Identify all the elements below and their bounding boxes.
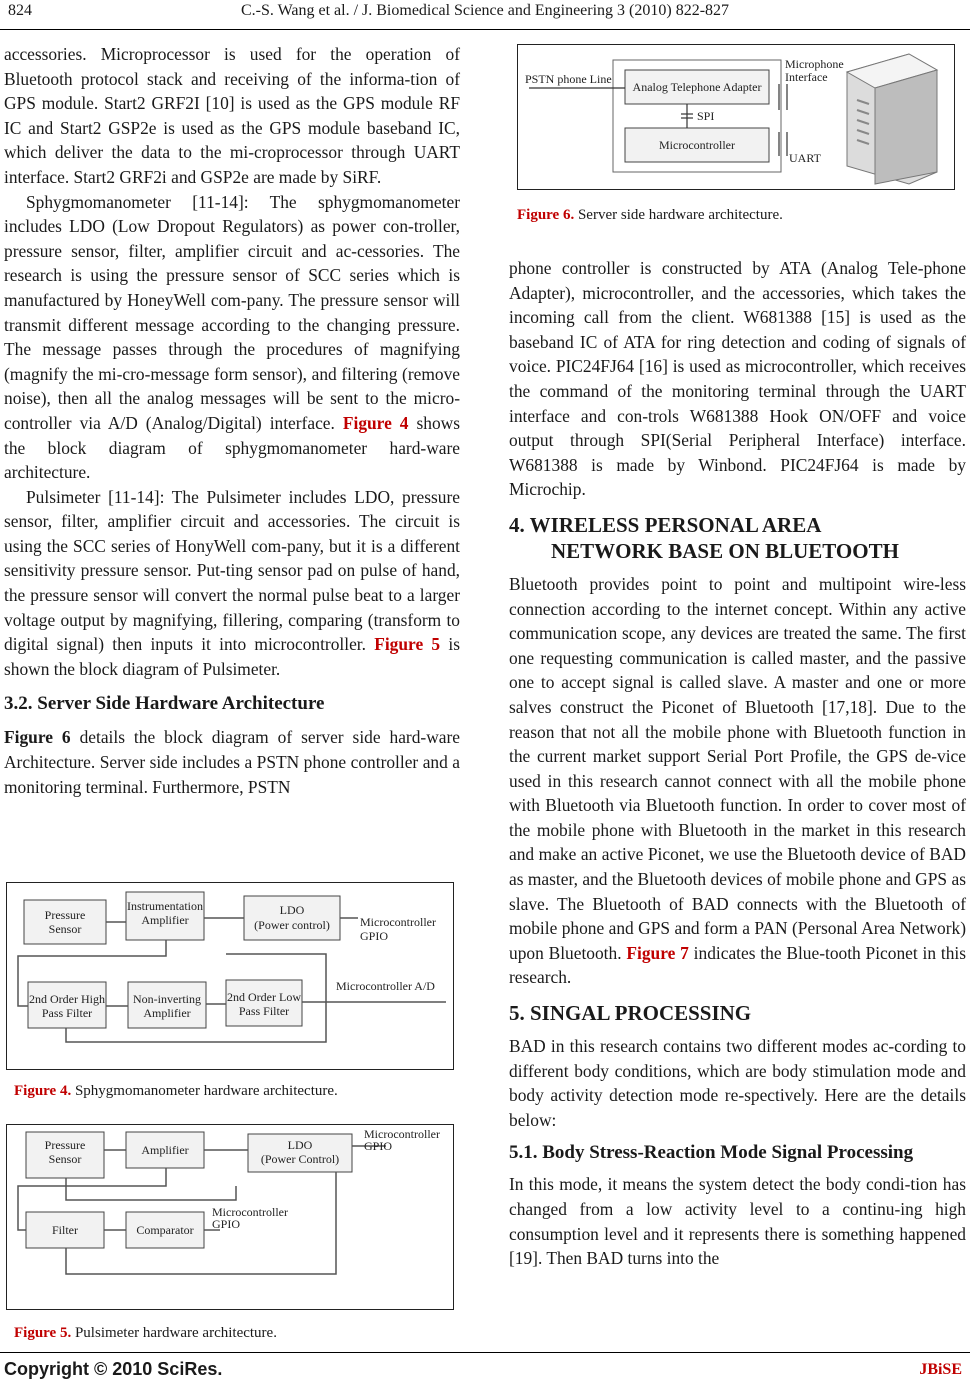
svg-text:Comparator: Comparator: [136, 1223, 194, 1237]
svg-text:Pass Filter: Pass Filter: [41, 1006, 93, 1020]
figure-6-ref: Figure 6: [4, 727, 71, 748]
copyright: Copyright © 2010 SciRes.: [4, 1359, 223, 1379]
svg-text:GPIO: GPIO: [364, 1139, 393, 1153]
svg-text:(Power control): (Power control): [254, 918, 330, 932]
svg-text:Amplifier: Amplifier: [141, 913, 189, 927]
svg-text:Instrumentation: Instrumentation: [127, 899, 203, 913]
figure-6-diagram: [517, 44, 955, 190]
section-heading-5: 5. SINGAL PROCESSING: [509, 1001, 752, 1026]
svg-text:(Power Control): (Power Control): [260, 1152, 340, 1166]
figure-4-diagram: [6, 882, 454, 1070]
svg-text:UART: UART: [789, 151, 821, 165]
paragraph: phone controller is constructed by ATA (Analog Tele-phone Adapter), microcontroller, and the accessories, which takes the incoming call from the client. W681388 [15] is used as the baseband IC of ATA for ring detection and coding of signals of voice. PIC24FJ64 [16] is used as microcontroller, which receives the command of the monitoring terminal through the UART interface and con-trols W681388 Hook ON/OFF and voice output through SPI(Serial Peripheral Interface) interface. W681388 is made by Winbond. PIC24FJ64 is made by Microchip.: [509, 258, 966, 500]
journal-abbrev: JBiSE: [919, 1361, 962, 1378]
svg-text:2nd Order High: 2nd Order High: [29, 992, 105, 1006]
paragraph-sphygmomanometer: Sphygmomanometer [11-14]: The sphygmomanometer includes LDO (Low Dropout Regulators) as power con-troller, pressure sensor, filter, amplifier circuit and ac-cessories. The research is using the pressure sensor of SCC series which is manufactured by HoneyWell com-pany. The pressure sensor will transmit different message according to the changing pressure. The message passes through the procedures of magnifying (magnify the mi-cro-message form sensor), and filtering (remove noise), then all the analog messages will be sent to the micro-controller via A/D (Analog/Digital) interface. Figure 4 shows the block diagram of sphygmomanometer hard-ware architecture.: [4, 191, 460, 483]
svg-text:Microcontroller: Microcontroller: [360, 915, 436, 929]
svg-text:PSTN phone Line: PSTN phone Line: [525, 72, 612, 86]
section-heading-4: 4. WIRELESS PERSONAL AREA: [509, 512, 822, 537]
svg-text:Pressure: Pressure: [44, 1138, 86, 1152]
paragraph: In this mode, it means the system detect the body condi-tion has changed from a low activity level to a continu-ing high consumption level and it represents there is something happened [19]. Then BAD turns into the: [509, 1174, 966, 1269]
paragraph: BAD in this research contains two different modes ac-cording to different body conditions, which are body stimulation mode and body activity detection mode re-spectively. Here are the details below:: [509, 1036, 966, 1130]
figure-5-caption: Figure 5. Pulsimeter hardware architecture.: [14, 1325, 277, 1341]
figure-5-diagram: [6, 1124, 454, 1310]
svg-text:Microcontroller: Microcontroller: [364, 1127, 440, 1141]
svg-text:Microphone: Microphone: [785, 57, 844, 71]
page-header: [0, 0, 970, 28]
svg-text:GPIO: GPIO: [360, 929, 389, 943]
svg-text:Microcontroller A/D: Microcontroller A/D: [336, 979, 435, 993]
svg-text:Interface: Interface: [785, 70, 828, 84]
right-column: [509, 256, 966, 1271]
svg-text:Microcontroller: Microcontroller: [212, 1205, 288, 1219]
page-number: 824: [8, 2, 32, 19]
left-column-top: [4, 42, 460, 799]
figure-4-link[interactable]: Figure 4: [342, 412, 409, 433]
figure-6-caption: Figure 6. Server side hardware architecture.: [517, 207, 783, 223]
running-head: C.-S. Wang et al. / J. Biomedical Science and Engineering 3 (2010) 822-827: [240, 2, 730, 19]
svg-text:Sensor: Sensor: [48, 1152, 82, 1166]
svg-text:GPIO: GPIO: [212, 1217, 241, 1231]
figure-7-link[interactable]: Figure 7: [626, 942, 689, 963]
svg-text:SPI: SPI: [697, 109, 715, 123]
svg-text:Analog Telephone Adapter: Analog Telephone Adapter: [632, 80, 762, 94]
svg-text:Filter: Filter: [52, 1223, 78, 1237]
fig4-pressure: Pressure: [44, 908, 86, 922]
svg-text:Non-inverting: Non-inverting: [133, 992, 201, 1006]
svg-text:2nd Order Low: 2nd Order Low: [227, 990, 301, 1004]
figure-4-caption: Figure 4. Sphygmomanometer hardware architecture.: [14, 1083, 338, 1099]
paragraph: accessories. Microprocessor is used for the operation of Bluetooth protocol stack and receiving of the informa-tion of GPS module. Start2 GRF2I [10] is used as the GPS module RF IC and Start2 GSP2e is used as the GPS module baseband IC, which deliver the data to the mi-croprocessor through UART interface. Start2 GRF2i and GSP2e are made by SiRF.: [4, 44, 460, 187]
svg-text:LDO: LDO: [287, 1138, 313, 1152]
svg-text:Pass Filter: Pass Filter: [238, 1004, 290, 1018]
svg-text:Microcontroller: Microcontroller: [659, 138, 735, 152]
header-rule: [0, 29, 970, 30]
section-heading-4-cont: NETWORK BASE ON BLUETOOTH: [551, 538, 899, 563]
section-heading-5-1: 5.1. Body Stress-Reaction Mode Signal Processing: [509, 1142, 914, 1164]
svg-text:Amplifier: Amplifier: [141, 1143, 189, 1157]
paragraph-pulsimeter: Pulsimeter [11-14]: The Pulsimeter includes LDO, pressure sensor, filter, amplifier circuit and accessories. The circuit is using the SCC series of HonyWell com-pany, but it is a different sensitivity pressure sensor. Put-ting sensor pad on pulse of hand, the pressure sensor will convert the normal pulse beat to a larger voltage output by magnifying, fillering, comparing (transform to digital signal) then inputs it into microcontroller. Figure 5 is shown the block diagram of Pulsimeter.: [4, 486, 460, 679]
paragraph-server: Figure 6 details the block diagram of server side hard-ware Architecture. Server side includes a PSTN phone controller and a monitoring terminal. Furthermore, PSTN: [4, 727, 460, 797]
footer-rule: [0, 1352, 970, 1353]
svg-text:Amplifier: Amplifier: [143, 1006, 191, 1020]
paragraph-bluetooth: Bluetooth provides point to point and multipoint wire-less connection according to the internet concept. Within any active communication scope, any devices are treated the same. The first one requesting communication is called master, and the passive one to accept signal is called slave. A master and one or more salves construct the Piconet of Bluetooth [17,18]. Due to the reason that not all the mobile phone with Bluetooth function in the current market support Serial Port Profile, the GPS de-vice used in this research cannot connect with all the mobile phone with Bluetooth via Bluetooth function. In order to cover most of the mobile phone with Bluetooth in the market in this research and make an active Piconet, we use the Bluetooth device of BAD as master, and the Bluetooth devices of mobile phone and GPS as slave. The Bluetooth of BAD connects with the Bluetooth of mobile phone and GPS and form a PAN (Personal Area Network) upon Bluetooth. Figure 7 indicates the Blue-tooth Piconet in this research.: [509, 573, 967, 988]
svg-text:LDO: LDO: [279, 903, 305, 917]
server-tower-icon: [847, 54, 937, 184]
page-footer: [0, 1357, 970, 1385]
section-heading-3-2: 3.2. Server Side Hardware Architecture: [4, 693, 325, 715]
figure-5-link[interactable]: Figure 5: [374, 634, 441, 655]
svg-text:Sensor: Sensor: [48, 922, 82, 936]
